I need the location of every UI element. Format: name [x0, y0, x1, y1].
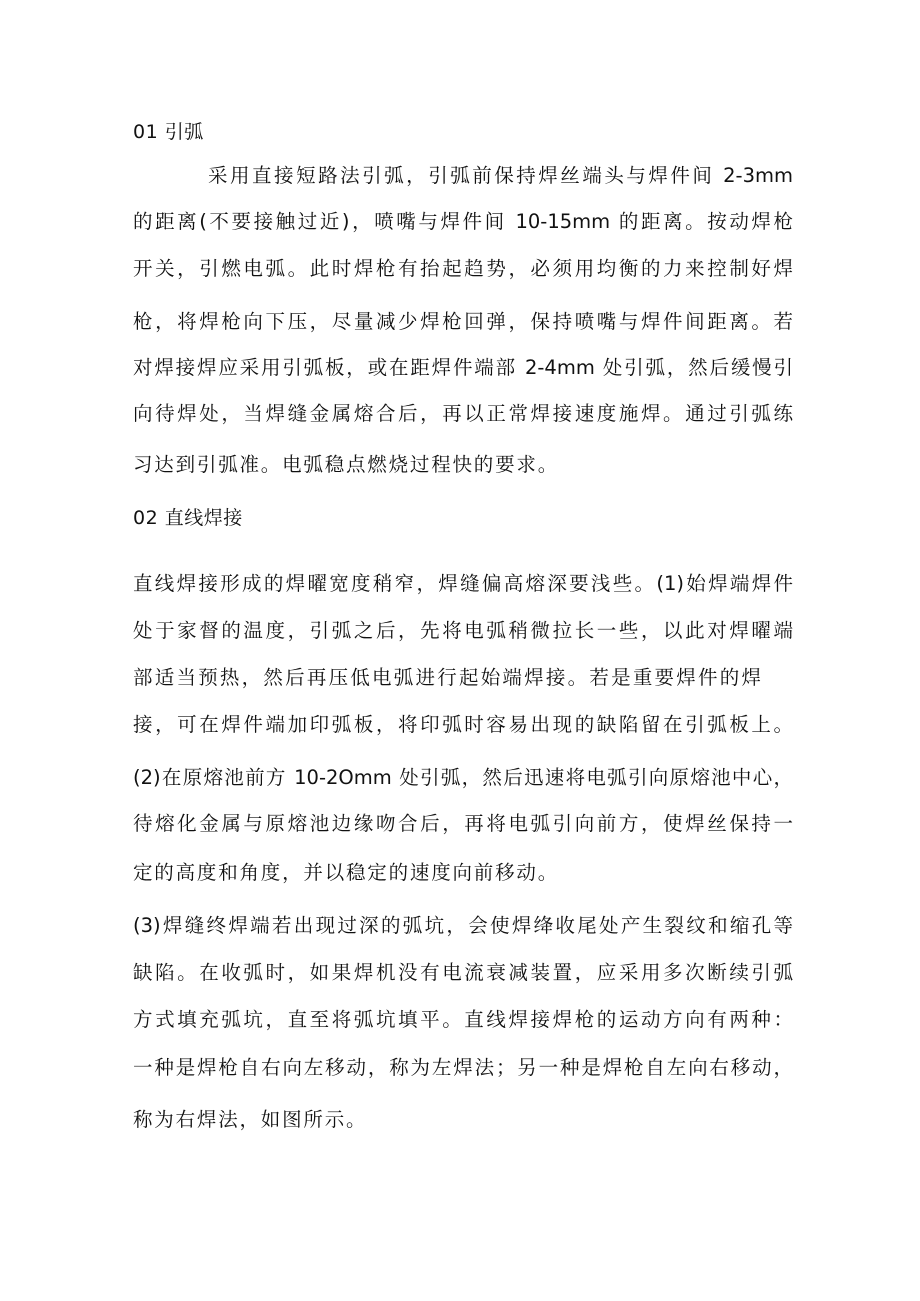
- paragraph-line: 习达到引弧准。电弧稳点燃烧过程快的要求。: [133, 453, 560, 476]
- paragraph-line: 称为右焊法，如图所示。: [133, 1108, 368, 1131]
- paragraph-line: 枪，将焊枪向下压，尽量减少焊枪回弹，保持喷嘴与焊件间距离。若: [133, 310, 793, 333]
- paragraph-line: (3)焊缝终焊端若出现过深的弧坑，会使焊绛收尾处产生裂纹和缩孔等: [133, 914, 793, 937]
- section-heading-arc-striking: 01 引弧: [133, 121, 204, 143]
- paragraph-line: 方式填充弧坑，直至将弧坑填平。直线焊接焊枪的运动方向有两种：: [133, 1008, 793, 1031]
- paragraph-line: 定的高度和角度，并以稳定的速度向前移动。: [133, 861, 560, 884]
- paragraph-line: 一种是焊枪自右向左移动，称为左焊法；另一种是焊枪自左向右移动，: [133, 1056, 793, 1079]
- paragraph-line: 待熔化金属与原熔池边缘吻合后，再将电弧引向前方，使焊丝保持一: [133, 812, 793, 835]
- paragraph-line: 部适当预热，然后再压低电弧进行起始端焊接。若是重要焊件的焊: [133, 666, 761, 689]
- paragraph-line: 对焊接焊应采用引弧板，或在距焊件端部 2-4mm 处引弧，然后缓慢引: [133, 356, 793, 379]
- paragraph-line: 采用直接短路法引弧，引弧前保持焊丝端头与焊件间 2-3mm: [208, 164, 793, 187]
- paragraph-line: 处于家督的温度，引弧之后，先将电弧稍微拉长一些，以此对焊曜端: [133, 619, 793, 642]
- paragraph-line: (2)在原熔池前方 10-2Omm 处引弧，然后迅速将电弧引向原熔池中心，: [133, 766, 793, 789]
- paragraph-line: 接，可在焊件端加印弧板，将印弧时容易出现的缺陷留在引弧板上。: [133, 713, 793, 736]
- section-heading-straight-welding: 02 直线焊接: [133, 507, 243, 529]
- paragraph-line: 向待焊处，当焊缝金属熔合后，再以正常焊接速度施焊。通过引弧练: [133, 402, 793, 425]
- paragraph-line: 开关，引燃电弧。此时焊枪有抬起趋势，必须用均衡的力来控制好焊: [133, 257, 793, 280]
- paragraph-line: 缺陷。在收弧时，如果焊机没有电流衰减装置，应采用多次断续引弧: [133, 961, 793, 984]
- paragraph-line: 的距离(不要接触过近)，喷嘴与焊件间 10-15mm 的距离。按动焊枪: [133, 210, 793, 233]
- paragraph-line: 直线焊接形成的焊曜宽度稍窄，焊缝偏高熔深要浅些。(1)始焊端焊件: [133, 572, 793, 595]
